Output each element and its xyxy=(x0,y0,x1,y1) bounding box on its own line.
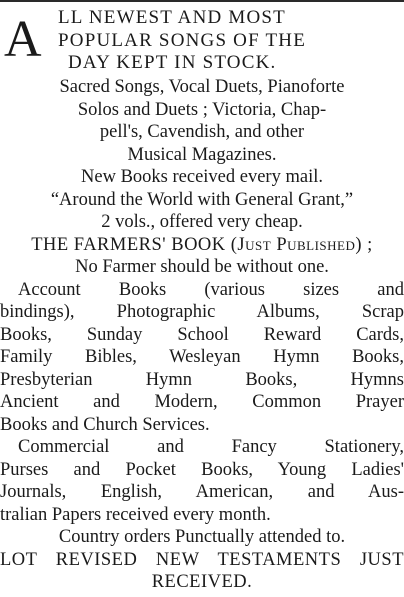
text-line: “Around the World with General Grant,” xyxy=(50,189,354,210)
text-line: Sacred Songs, Vocal Duets, Pianoforte xyxy=(59,77,345,97)
text-line: THE FARMERS' BOOK (Just Published) ; xyxy=(31,234,373,255)
text-line: New Books received every mail. xyxy=(81,167,323,187)
text-line: Journals, English, American, and Aus- xyxy=(0,482,404,502)
text-line: Commercial and Fancy Stationery, xyxy=(18,437,404,457)
text-line: Musical Magazines. xyxy=(127,144,277,165)
top-rule xyxy=(0,0,404,2)
text-line: Books, Sunday School Reward Cards, xyxy=(0,324,404,345)
text-line: tralian Papers received every month. xyxy=(0,504,271,525)
text-line: Solos and Duets ; Victoria, Chap- xyxy=(77,99,327,120)
heading-line-3: DAY KEPT IN STOCK. xyxy=(68,53,277,72)
text-line: Country orders Punctually attended to. xyxy=(58,527,346,547)
text-line: Account Books (various sizes and xyxy=(18,279,404,300)
advert-heading xyxy=(0,8,404,70)
heading-line-1: LL NEWEST AND MOST xyxy=(58,8,286,27)
text-line: RECEIVED. xyxy=(151,572,253,592)
text-line: 2 vols., offered very cheap. xyxy=(101,212,303,232)
text-line: Ancient and Modern, Common Prayer xyxy=(0,392,404,412)
text-line: Purses and Pocket Books, Young Ladies' xyxy=(0,459,404,480)
text-line: Family Bibles, Wesleyan Hymn Books, xyxy=(0,347,404,367)
text-line: pell's, Cavendish, and other xyxy=(99,122,305,142)
text-line: LOT REVISED NEW TESTAMENTS JUST xyxy=(0,549,404,570)
heading-line-2: POPULAR SONGS OF THE xyxy=(58,31,307,50)
text-line: No Farmer should be without one. xyxy=(75,257,329,277)
text-line: bindings), Photographic Albums, Scrap xyxy=(0,302,404,322)
text-line: Presbyterian Hymn Books, Hymns xyxy=(0,369,404,390)
text-line: Books and Church Services. xyxy=(0,414,210,435)
drop-cap: A xyxy=(4,11,42,68)
advert-body xyxy=(0,76,404,594)
